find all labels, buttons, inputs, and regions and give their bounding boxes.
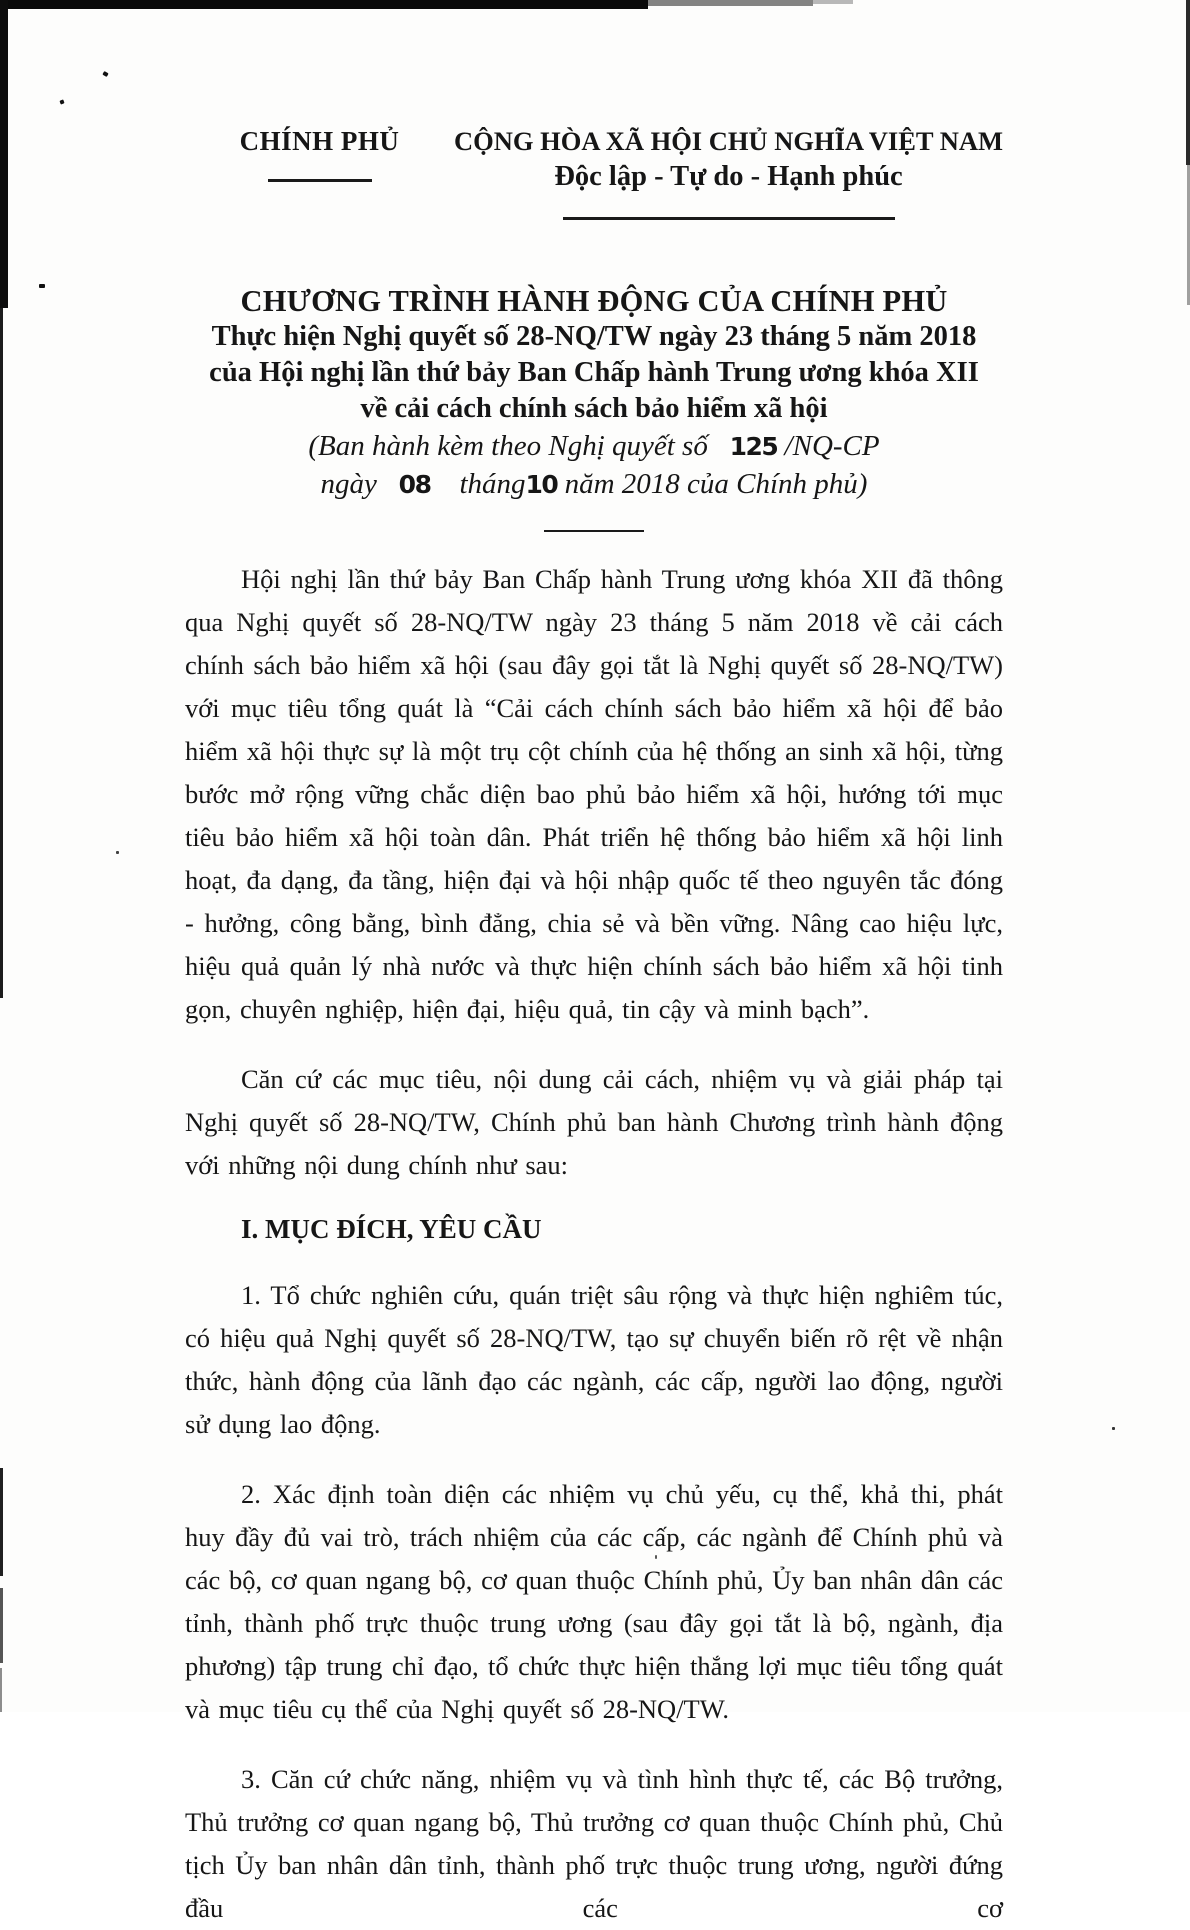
document-subtitle-line1: Thực hiện Nghị quyết số 28-NQ/TW ngày 23 tháng 5 năm 2018: [211, 321, 977, 352]
scan-artifact-left-edge: [0, 1668, 2, 1712]
scan-artifact-left-edge: [0, 1588, 3, 1663]
paragraph-intro-1: Hội nghị lần thứ bảy Ban Chấp hành Trung ương khóa XII đã thông qua Nghị quyết số 28-NQ/TW ngày 23 tháng 5 năm 2018 về cải cách chính sách bảo hiểm xã hội (sau đây gọi tắt là Nghị quyết số 28-NQ/TW) với mục tiêu tổng quát là “Cải cách chính sách bảo hiểm xã hội để bảo hiểm xã hội thực sự là một trụ cột chính của hệ thống an sinh xã hội, từng bước mở rộng vững chắc diện bao phủ bảo hiểm xã hội, hướng tới mục tiêu bảo hiểm xã hội toàn dân. Phát triển hệ thống bảo hiểm xã hội linh hoạt, đa dạng, đa tầng, hiện đại và hội nhập quốc tế theo nguyên tắc đóng - hưởng, công bằng, bình đẳng, chia sẻ và bền vững. Nâng cao hiệu lực, hiệu quả quản lý nhà nước và thực hiện chính sách bảo hiểm xã hội tinh gọn, chuyên nghiệp, hiện đại, hiệu quả, tin cậy và minh bạch”.: [185, 564, 1003, 1024]
national-motto-rule: [563, 217, 895, 220]
decree-number-fill: 125: [729, 432, 778, 461]
scan-artifact-top-bar-fade: [648, 0, 813, 6]
national-title: CỘNG HÒA XÃ HỘI CHỦ NGHĨA VIỆT NAM: [454, 126, 1003, 156]
scan-artifact-top-bar: [0, 0, 648, 9]
decree-month-fill: 10: [525, 469, 558, 499]
scan-speck: [39, 284, 45, 288]
scan-artifact-top-bar-fleck: [813, 0, 853, 4]
issuing-authority-name: CHÍNH PHỦ: [239, 126, 400, 156]
scan-speck: [116, 851, 119, 854]
section-heading-1: I. MỤC ĐÍCH, YÊU CẦU: [241, 1214, 542, 1244]
document-subtitle-line3: về cải cách chính sách bảo hiểm xã hội: [360, 393, 828, 424]
paragraph-item-2: 2. Xác định toàn diện các nhiệm vụ chủ yếu, cụ thể, khả thi, phát huy đầy đủ vai trò, trách nhiệm của các cấp, các ngành để Chính phủ và các bộ, cơ quan ngang bộ, cơ quan thuộc Chính phủ, Ủy ban nhân dân các tỉnh, thành phố trực thuộc trung ương (sau đây gọi tắt là bộ, ngành, địa phương) tập trung chỉ đạo, tổ chức thực hiện thắng lợi mục tiêu tổng quát và mục tiêu cụ thể của Nghị quyết số 28-NQ/TW.: [185, 1479, 1003, 1724]
scan-speck: [59, 99, 64, 104]
document-body: [185, 558, 1003, 1930]
issuance-word-day: ngày: [320, 467, 377, 500]
issuing-authority-block: [185, 126, 454, 220]
scan-artifact-right-edge: [1186, 0, 1190, 165]
paragraph-item-1: 1. Tổ chức nghiên cứu, quán triệt sâu rộng và thực hiện nghiêm túc, có hiệu quả Nghị quyết số 28-NQ/TW, tạo sự chuyển biến rõ rệt về nhận thức, hành động của lãnh đạo các ngành, các cấp, người lao động, người sử dụng lao động.: [185, 1280, 1003, 1439]
document-content: [185, 126, 1003, 1930]
issuance-note-line1: [185, 429, 1003, 465]
issuance-note-line2-suffix: năm 2018 của Chính phủ): [564, 467, 868, 500]
national-motto: Độc lập - Tự do - Hạnh phúc: [554, 161, 903, 192]
issuance-note-suffix: /NQ-CP: [784, 430, 880, 462]
scan-artifact-left-edge: [0, 1468, 3, 1576]
scan-artifact-left-edge: [0, 308, 3, 998]
decree-day-fill: 08: [398, 469, 431, 499]
scan-speck: [102, 71, 108, 77]
title-separator-rule: [544, 530, 644, 532]
issuance-note-line2: [185, 467, 1003, 503]
paragraph-item-3: 3. Căn cứ chức năng, nhiệm vụ và tình hình thực tế, các Bộ trưởng, Thủ trưởng cơ quan ngang bộ, Thủ trưởng cơ quan thuộc Chính phủ, Chủ tịch Ủy ban nhân dân tỉnh, thành phố trực thuộc trung ương, người đứng đầu các cơ: [185, 1764, 1003, 1923]
document-subtitle-line2: của Hội nghị lần thứ bảy Ban Chấp hành Trung ương khóa XII: [209, 357, 979, 388]
national-header-block: [454, 126, 1003, 220]
issuance-note-prefix: (Ban hành kèm theo Nghị quyết số: [308, 430, 708, 462]
scan-speck: [1112, 1427, 1115, 1430]
paragraph-intro-2: Căn cứ các mục tiêu, nội dung cải cách, nhiệm vụ và giải pháp tại Nghị quyết số 28-NQ/TW, Chính phủ ban hành Chương trình hành động với những nội dung chính như sau:: [185, 1064, 1003, 1180]
letterhead: [185, 126, 1003, 220]
issuance-word-month: tháng: [459, 467, 526, 500]
document-title-block: [185, 284, 1003, 532]
document-title: CHƯƠNG TRÌNH HÀNH ĐỘNG CỦA CHÍNH PHỦ: [240, 284, 948, 318]
issuing-authority-rule: [268, 179, 372, 182]
scan-artifact-left-edge: [0, 0, 8, 308]
